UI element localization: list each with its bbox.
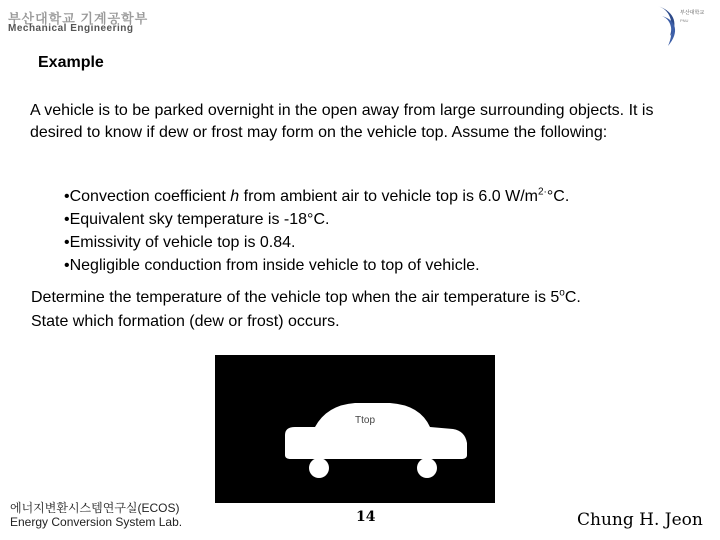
problem-question: Determine the temperature of the vehicle top when the air temperature is 5$^o$C. State which formation (dew or frost) occurs.: [31, 287, 581, 330]
ttop-label: Ttop: [355, 415, 376, 426]
page-number: 14: [356, 509, 376, 525]
assumption-item: •Convection coefficient h from ambient air to vehicle top is 6.0 $W/m^{2\cdot}^\circ C$.: [64, 186, 570, 205]
svg-text:부산대학교: 부산대학교: [680, 10, 705, 16]
vehicle-figure: [215, 355, 495, 503]
svg-text:PNU: PNU: [680, 18, 689, 23]
car-wheel-front: [417, 458, 437, 478]
slide-title: Example: [38, 54, 104, 71]
author-name: Chung H. Jeon: [577, 510, 703, 530]
lab-name-korean: 에너지변환시스템연구실(ECOS): [10, 501, 180, 515]
assumption-item: •Equivalent sky temperature is -18°C.: [64, 211, 330, 228]
lab-name-english: Energy Conversion System Lab.: [10, 515, 183, 529]
car-wheel-rear: [309, 458, 329, 478]
university-emblem-icon: [652, 2, 718, 50]
assumption-item: •Emissivity of vehicle top is 0.84.: [64, 234, 296, 251]
department-korean: 부산대학교 기계공학부: [8, 11, 149, 26]
problem-intro: A vehicle is to be parked overnight in the open away from large surrounding objects. It is desired to know if dew or frost may form on the vehicle top. Assume the following:: [30, 102, 654, 141]
department-english: Mechanical Engineering: [8, 23, 134, 34]
assumption-list: [64, 185, 569, 277]
assumption-item: •Negligible conduction from inside vehicle to top of vehicle.: [64, 257, 480, 274]
